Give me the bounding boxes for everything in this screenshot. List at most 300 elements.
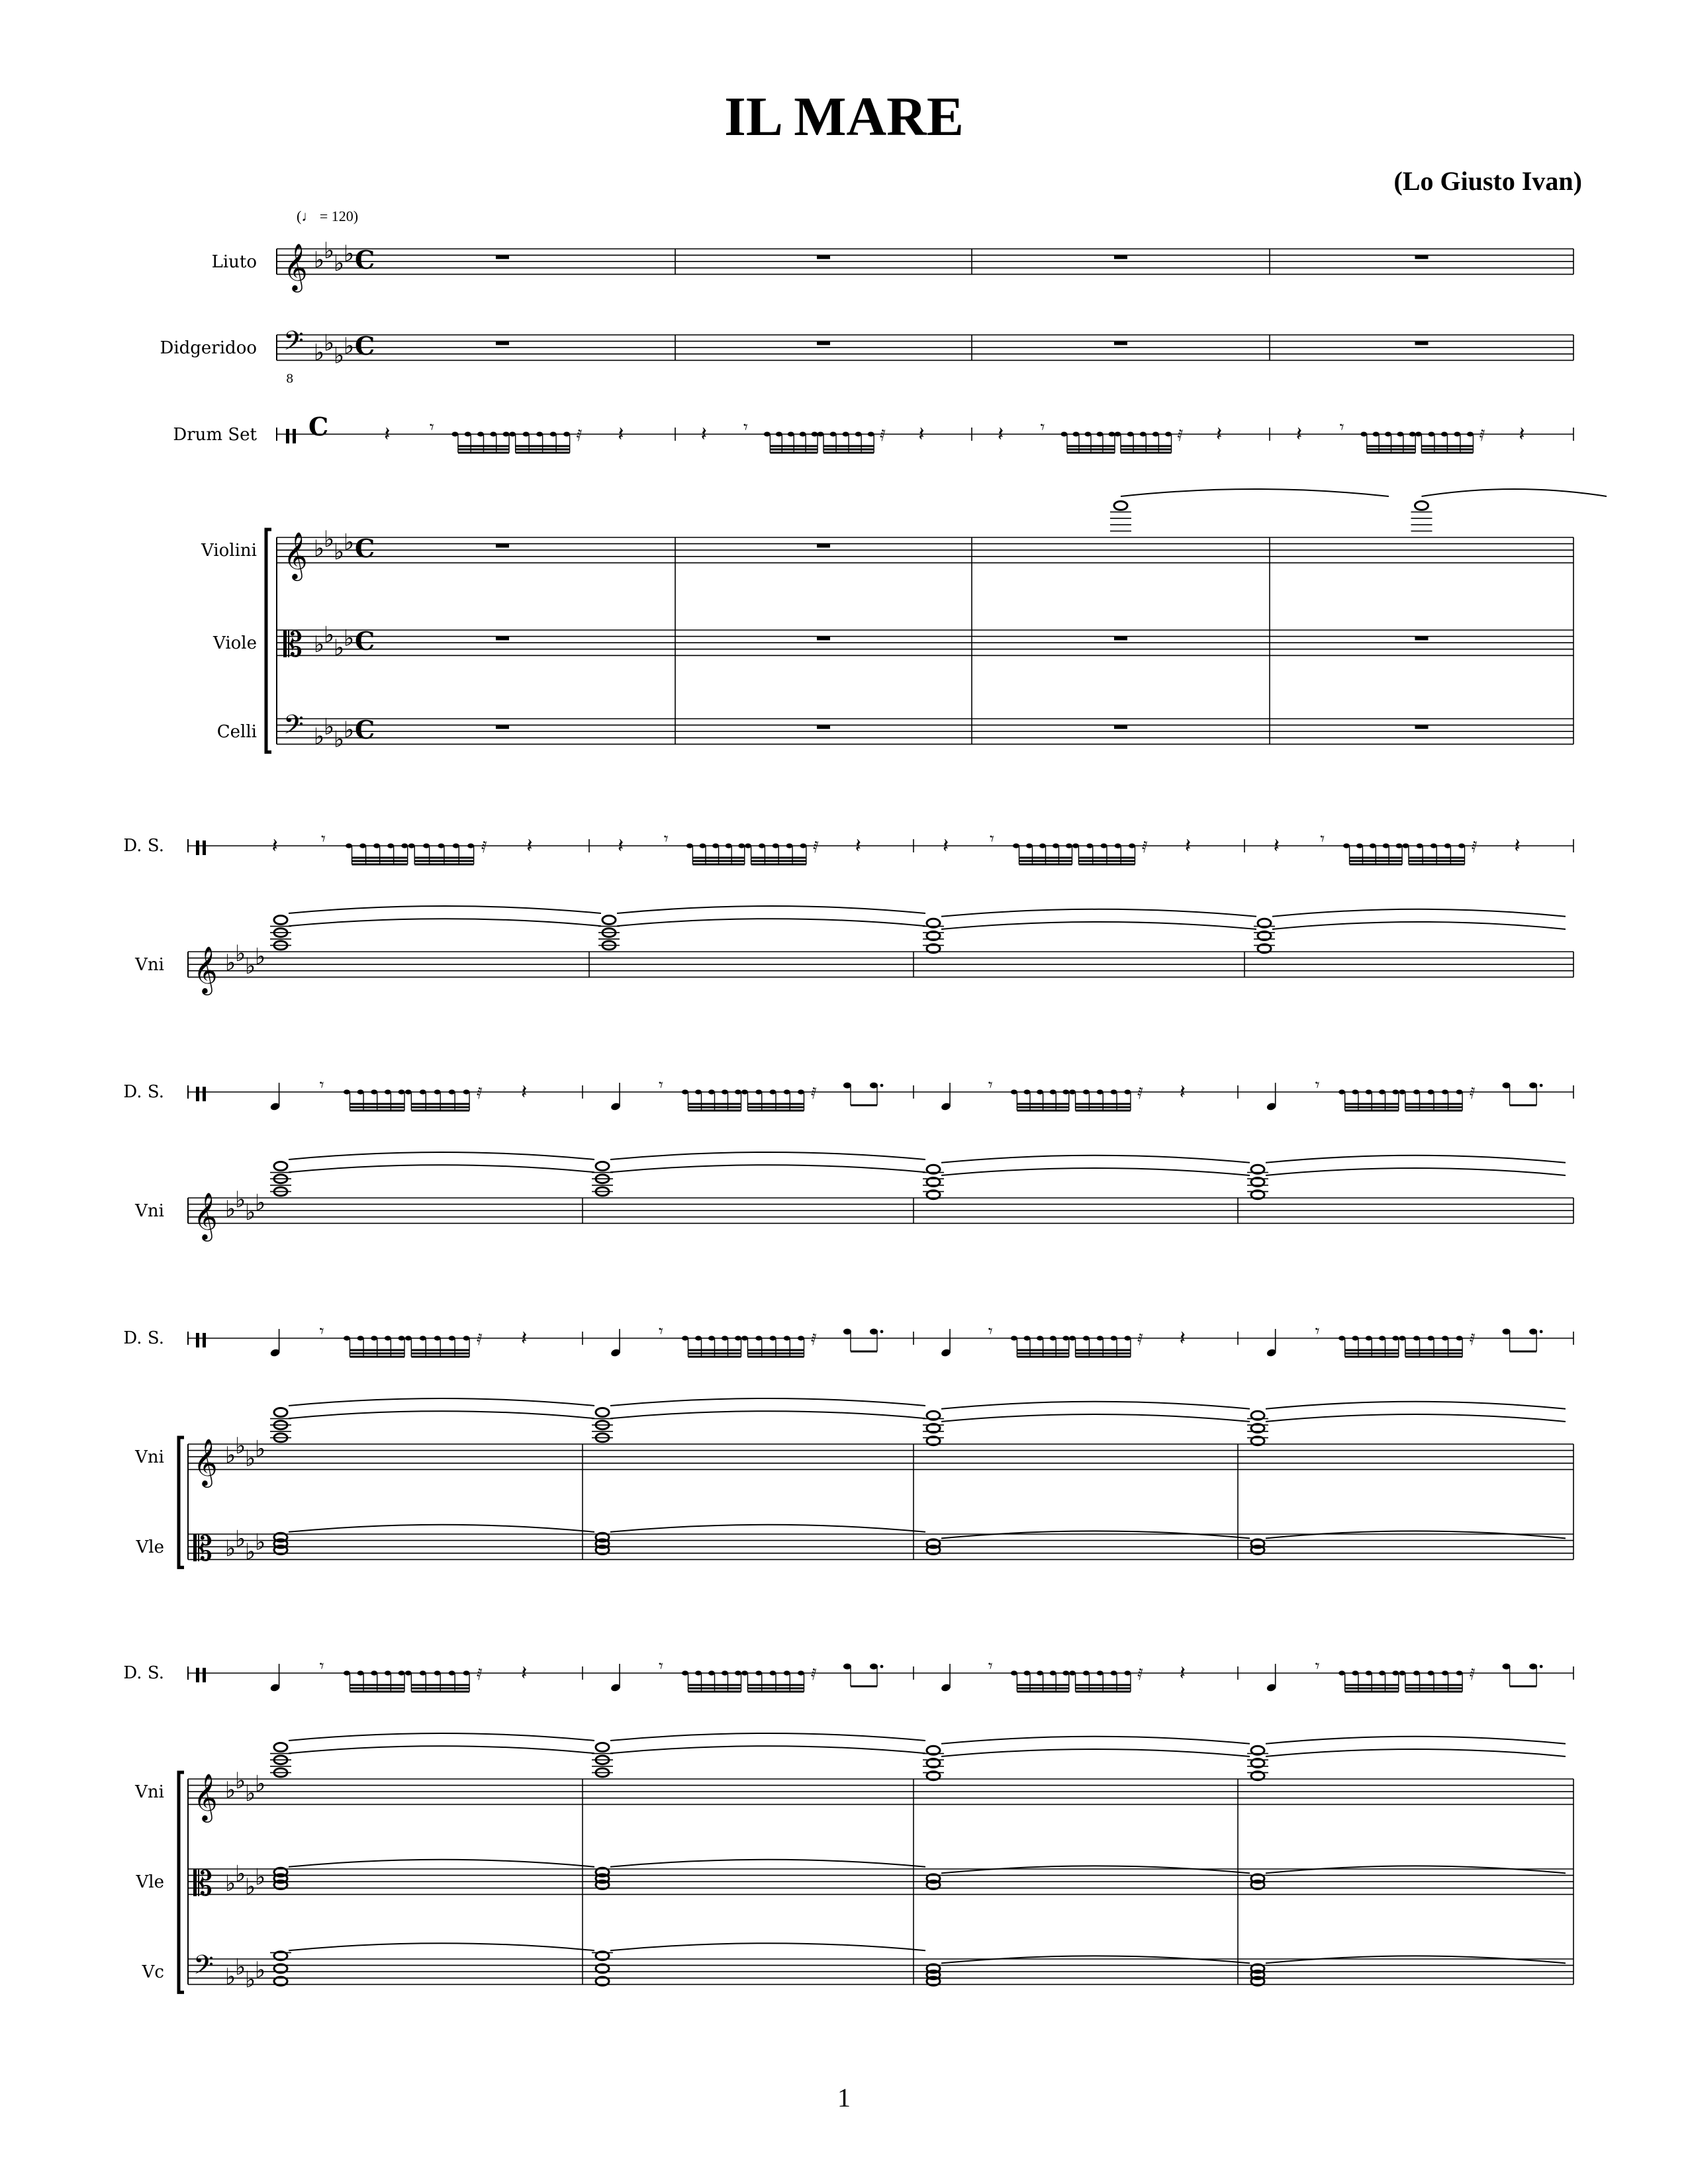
eighth-rest: 𝄾 [659, 1657, 663, 1676]
treble-clef-icon: 𝄞 [193, 1772, 218, 1821]
treble-clef-icon: 𝄞 [193, 1437, 218, 1486]
tie-curve [1422, 489, 1607, 496]
percussion-clef-icon [203, 1668, 206, 1682]
dot [1540, 1084, 1543, 1087]
tie-curve [941, 1531, 1250, 1538]
flat-sign: ♭ [255, 943, 266, 970]
tie-curve [289, 1398, 594, 1406]
quarter-rest: 𝄽 [521, 1662, 528, 1685]
snare-note [467, 843, 474, 848]
snare-note [1097, 1089, 1103, 1094]
snare-note [755, 1336, 762, 1340]
snare-note [1085, 432, 1092, 436]
tie-curve [1266, 1866, 1566, 1873]
snare-note [686, 843, 693, 848]
dot [880, 1665, 884, 1668]
snare-note [1083, 1336, 1090, 1340]
string-bracket [266, 529, 271, 752]
cymbal-note [1503, 1083, 1511, 1089]
flat-sign: ♭ [255, 1189, 266, 1216]
snare-note [798, 1670, 804, 1675]
snare-note [726, 843, 732, 848]
tie-curve [941, 1168, 1250, 1175]
snare-note [695, 1670, 702, 1675]
snare-note [1379, 1089, 1385, 1094]
snare-note [449, 1336, 455, 1340]
snare-note [399, 1089, 405, 1094]
instrument-label: Vle [136, 1537, 164, 1557]
snare-note [434, 1336, 441, 1340]
snare-note [1352, 1089, 1358, 1094]
snare-note [712, 843, 719, 848]
flat-sign: ♭ [235, 1767, 246, 1794]
treble-clef-icon: 𝄞 [283, 242, 308, 291]
octave-marker: 8 [286, 372, 294, 386]
flat-sign: ♭ [334, 250, 345, 277]
snare-note [1399, 1089, 1405, 1094]
alto-clef-icon: 𝄡 [283, 625, 303, 665]
snare-note [1458, 843, 1465, 848]
snare-note [818, 432, 824, 436]
snare-note [434, 1089, 441, 1094]
composer-credit: (Lo Giusto Ivan) [1393, 166, 1582, 196]
flat-sign: ♭ [344, 333, 355, 360]
snare-note [1073, 432, 1080, 436]
quarter-rest: 𝄽 [700, 423, 707, 446]
snare-note [1442, 1670, 1448, 1675]
tie-curve [289, 1860, 594, 1867]
eighth-rest: 𝄾 [659, 1075, 663, 1095]
thirty-second-rest: 𝅀 [1177, 426, 1184, 445]
percussion-clef-icon [203, 1087, 206, 1101]
snare-note [344, 1670, 350, 1675]
snare-note [1417, 843, 1423, 848]
snare-note [1454, 432, 1460, 436]
snare-note [1115, 843, 1121, 848]
snare-note [784, 1336, 790, 1340]
snare-note [1129, 843, 1135, 848]
tie-curve [610, 1165, 925, 1172]
eighth-rest: 𝄾 [1315, 1657, 1320, 1676]
snare-note [420, 1336, 426, 1340]
cymbal-note [870, 1083, 878, 1089]
quarter-rest: 𝄽 [1295, 423, 1303, 446]
snare-note [1409, 432, 1416, 436]
snare-note [759, 843, 765, 848]
snare-note [357, 1670, 364, 1675]
snare-note [741, 1089, 748, 1094]
flat-sign: ♭ [245, 953, 256, 979]
snare-note [773, 843, 779, 848]
snare-note [735, 1089, 741, 1094]
snare-note [1366, 1089, 1372, 1094]
snare-note [1109, 432, 1115, 436]
cymbal-note [1503, 1329, 1511, 1335]
thirty-second-rest: 𝅀 [880, 426, 886, 445]
quarter-rest: 𝄽 [526, 835, 533, 858]
quarter-rest: 𝄽 [1216, 423, 1223, 446]
whole-rest [496, 255, 509, 259]
tie-curve [289, 906, 601, 913]
snare-note [1097, 1336, 1103, 1340]
snare-note [420, 1670, 426, 1675]
snare-note [385, 1670, 391, 1675]
snare-note [1086, 843, 1093, 848]
flat-sign: ♭ [314, 631, 325, 658]
tie-curve [941, 1866, 1250, 1873]
thirty-second-rest: 𝅀 [1469, 1330, 1476, 1349]
flat-sign: ♭ [255, 1770, 266, 1797]
percussion-clef-icon [203, 841, 206, 855]
percussion-clef-icon [196, 841, 199, 855]
snare-note [536, 432, 543, 436]
snare-note [401, 843, 408, 848]
snare-note [1097, 432, 1103, 436]
bass-clef-icon: 𝄢 [193, 1950, 214, 1987]
instrument-label: Didgeridoo [160, 338, 257, 359]
quarter-rest: 𝄽 [943, 835, 949, 858]
thirty-second-rest: 𝅀 [481, 838, 487, 856]
violini-whole-note [1114, 502, 1127, 510]
instrument-label: Vni [135, 1201, 164, 1221]
tie-curve [289, 1411, 594, 1418]
snare-note [1024, 1336, 1031, 1340]
instrument-label: Liuto [211, 252, 257, 273]
snare-note [1050, 1336, 1056, 1340]
quarter-rest: 𝄽 [1273, 835, 1280, 858]
snare-note [855, 432, 862, 436]
whole-rest [1415, 637, 1429, 641]
quarter-rest: 𝄽 [618, 835, 624, 858]
cymbal-note [870, 1329, 878, 1335]
whole-rest [1114, 725, 1127, 729]
snare-note [357, 1336, 364, 1340]
tie-curve [1266, 1956, 1566, 1963]
tie-curve [610, 1860, 925, 1867]
snare-note [788, 432, 794, 436]
tie-curve [941, 1956, 1250, 1963]
snare-note [1338, 1089, 1345, 1094]
snare-note [1037, 1336, 1043, 1340]
alto-clef-icon: 𝄡 [193, 1529, 213, 1569]
quarter-rest: 𝄽 [618, 423, 624, 446]
eighth-rest: 𝄾 [988, 1657, 993, 1676]
thirty-second-rest: 𝅀 [477, 1330, 483, 1349]
snare-note [755, 1089, 762, 1094]
flat-sign: ♭ [255, 1957, 266, 1984]
tie-curve [1272, 922, 1566, 929]
snare-note [741, 1670, 748, 1675]
thirty-second-rest: 𝅀 [1137, 1665, 1143, 1684]
tie-curve [1266, 1749, 1566, 1756]
snare-note [453, 843, 459, 848]
flat-sign: ♭ [235, 1954, 246, 1981]
snare-note [1111, 1670, 1117, 1675]
whole-rest [817, 725, 830, 729]
snare-note [1011, 1089, 1017, 1094]
violini-chord-note [596, 1743, 609, 1752]
snare-note [385, 1089, 391, 1094]
snare-note [1111, 1336, 1117, 1340]
thirty-second-rest: 𝅀 [811, 1665, 817, 1684]
whole-rest [496, 637, 509, 641]
snare-note [695, 1336, 702, 1340]
flat-sign: ♭ [225, 1963, 236, 1990]
violini-chord-note [596, 1162, 609, 1171]
thirty-second-rest: 𝅀 [1137, 1330, 1143, 1349]
tie-curve [610, 1943, 925, 1950]
tie-curve [941, 1737, 1250, 1744]
snare-note [1011, 1336, 1017, 1340]
snare-note [1397, 432, 1403, 436]
whole-rest [817, 544, 830, 548]
common-time-sign: C [308, 412, 329, 441]
tie-curve [289, 1525, 594, 1532]
snare-note [1392, 1336, 1399, 1340]
thirty-second-rest: 𝅀 [576, 426, 583, 445]
flat-sign: ♭ [225, 1196, 236, 1223]
snare-note [1379, 1336, 1385, 1340]
percussion-clef-icon [203, 1333, 206, 1347]
instrument-label: D. S. [123, 1328, 164, 1348]
instrument-label: Vle [136, 1872, 164, 1892]
common-time-sign: C [355, 245, 375, 275]
flat-sign: ♭ [324, 621, 335, 649]
instrument-label: Vni [135, 1447, 164, 1467]
snare-note [1428, 432, 1434, 436]
flat-sign: ♭ [324, 525, 335, 553]
cymbal-note [1529, 1664, 1537, 1670]
snare-note [1413, 1670, 1420, 1675]
percussion-clef-icon [196, 1087, 199, 1101]
snare-note [1444, 843, 1451, 848]
flat-sign: ♭ [314, 723, 325, 750]
snare-note [1366, 1670, 1372, 1675]
snare-note [1392, 1089, 1399, 1094]
cymbal-note [1529, 1083, 1537, 1089]
flat-sign: ♭ [314, 247, 325, 274]
snare-note [1037, 1670, 1043, 1675]
snare-note [399, 1336, 405, 1340]
quarter-rest: 𝄽 [1179, 1662, 1186, 1685]
violini-chord-note [274, 1743, 287, 1752]
snare-note [449, 1670, 455, 1675]
flat-sign: ♭ [324, 237, 335, 264]
snare-note [1373, 432, 1380, 436]
snare-note [1061, 432, 1068, 436]
thirty-second-rest: 𝅀 [1479, 426, 1485, 445]
bass-clef-icon: 𝄢 [283, 326, 304, 363]
eighth-rest: 𝄾 [663, 829, 669, 849]
tie-curve [941, 1414, 1250, 1422]
tie-curve [1266, 1414, 1566, 1422]
instrument-label: Celli [216, 722, 257, 743]
eighth-rest: 𝄾 [1315, 1075, 1320, 1095]
snare-note [1343, 843, 1350, 848]
snare-note [776, 432, 782, 436]
snare-note [745, 843, 751, 848]
common-time-sign: C [355, 331, 375, 361]
cymbal-note [843, 1664, 851, 1670]
snare-note [682, 1670, 688, 1675]
flat-sign: ♭ [314, 535, 325, 563]
instrument-label: Viole [213, 633, 257, 654]
eighth-rest: 𝄾 [990, 829, 994, 849]
snare-note [463, 1670, 470, 1675]
flat-sign: ♭ [235, 1186, 246, 1213]
snare-note [722, 1089, 728, 1094]
flat-sign: ♭ [255, 1435, 266, 1463]
tie-curve [1266, 1531, 1566, 1538]
snare-note [346, 843, 352, 848]
whole-rest [817, 637, 830, 641]
snare-note [830, 432, 837, 436]
flat-sign: ♭ [344, 240, 355, 267]
snare-note [1413, 1336, 1420, 1340]
quarter-rest: 𝄽 [1185, 835, 1192, 858]
snare-note [387, 843, 394, 848]
eighth-rest: 𝄾 [429, 418, 434, 437]
alto-clef-icon: 𝄡 [193, 1864, 213, 1904]
snare-note [1430, 843, 1437, 848]
treble-clef-icon: 𝄞 [193, 945, 218, 993]
snare-note [438, 843, 444, 848]
snare-note [722, 1336, 728, 1340]
quarter-rest: 𝄽 [1179, 1081, 1186, 1104]
snare-note [1124, 1336, 1131, 1340]
quarter-rest: 𝄽 [521, 1081, 528, 1104]
snare-note [509, 432, 516, 436]
snare-note [1413, 1089, 1420, 1094]
tie-curve [610, 1733, 925, 1741]
snare-note [770, 1336, 776, 1340]
eighth-rest: 𝄾 [1315, 1322, 1320, 1342]
thirty-second-rest: 𝅀 [811, 1330, 817, 1349]
snare-note [1053, 843, 1059, 848]
snare-note [1456, 1089, 1463, 1094]
common-time-sign: C [355, 715, 375, 745]
flat-sign: ♭ [334, 342, 345, 369]
eighth-rest: 𝄾 [659, 1322, 663, 1342]
tie-curve [289, 1733, 594, 1741]
snare-note [1069, 1336, 1076, 1340]
snare-note [477, 432, 484, 436]
snare-note [1370, 843, 1376, 848]
snare-note [1338, 1670, 1345, 1675]
snare-note [1385, 432, 1391, 436]
whole-rest [817, 341, 830, 345]
snare-note [1037, 1089, 1043, 1094]
tie-curve [289, 1165, 594, 1172]
eighth-rest: 𝄾 [988, 1322, 993, 1342]
snare-note [1383, 843, 1389, 848]
thirty-second-rest: 𝅀 [477, 1084, 483, 1103]
dot [1540, 1330, 1543, 1334]
flat-sign: ♭ [245, 1199, 256, 1226]
whole-rest [1415, 341, 1429, 345]
flat-sign: ♭ [245, 1780, 256, 1807]
eighth-rest: 𝄾 [1320, 829, 1325, 849]
whole-rest [1114, 341, 1127, 345]
tie-curve [1272, 909, 1566, 917]
treble-clef-icon: 𝄞 [193, 1191, 218, 1240]
snare-note [1428, 1336, 1434, 1340]
snare-note [1011, 1670, 1017, 1675]
common-time-sign: C [355, 626, 375, 656]
flat-sign: ♭ [245, 1445, 256, 1472]
snare-note [563, 432, 570, 436]
snare-note [1352, 1670, 1358, 1675]
dot [1540, 1665, 1543, 1668]
flat-sign: ♭ [235, 1525, 246, 1553]
flat-sign: ♭ [235, 1432, 246, 1459]
tie-curve [289, 1746, 594, 1753]
snare-note [399, 1670, 405, 1675]
flat-sign: ♭ [344, 529, 355, 556]
flat-sign: ♭ [245, 1966, 256, 1993]
snare-note [708, 1336, 715, 1340]
violini-chord-note [274, 1162, 287, 1171]
snare-note [708, 1089, 715, 1094]
snare-note [741, 1336, 748, 1340]
whole-rest [817, 255, 830, 259]
snare-note [1062, 1089, 1069, 1094]
snare-note [1399, 1670, 1405, 1675]
snare-note [1396, 843, 1403, 848]
flat-sign: ♭ [334, 634, 345, 661]
flat-sign: ♭ [334, 539, 345, 565]
instrument-label: D. S. [123, 1082, 164, 1102]
instrument-label: Vni [135, 1782, 164, 1802]
snare-note [1338, 1336, 1345, 1340]
snare-note [868, 432, 874, 436]
quarter-rest: 𝄽 [521, 1327, 528, 1350]
snare-note [1013, 843, 1019, 848]
eighth-rest: 𝄾 [1339, 418, 1344, 437]
snare-note [682, 1336, 688, 1340]
snare-note [503, 432, 510, 436]
quarter-rest: 𝄽 [998, 423, 1004, 446]
snare-note [357, 1089, 364, 1094]
snare-note [770, 1089, 776, 1094]
snare-note [1379, 1670, 1385, 1675]
cymbal-note [870, 1664, 878, 1670]
treble-clef-icon: 𝄞 [283, 531, 308, 579]
quarter-rest: 𝄽 [271, 835, 278, 858]
violini-chord-note [274, 916, 287, 925]
flat-sign: ♭ [334, 726, 345, 753]
eighth-rest: 𝄾 [988, 1075, 993, 1095]
snare-note [371, 1670, 377, 1675]
snare-note [1399, 1336, 1405, 1340]
snare-note [1352, 1336, 1358, 1340]
snare-note [1072, 843, 1079, 848]
snare-note [764, 432, 771, 436]
percussion-clef-icon [293, 429, 296, 443]
snare-note [359, 843, 366, 848]
snare-note [371, 1336, 377, 1340]
eighth-rest: 𝄾 [1040, 418, 1045, 437]
tie-curve [941, 922, 1256, 929]
whole-rest [496, 725, 509, 729]
snare-note [408, 843, 415, 848]
tie-curve [1121, 489, 1389, 496]
snare-note [1039, 843, 1046, 848]
tie-curve [610, 1525, 925, 1532]
flat-sign: ♭ [344, 625, 355, 652]
cymbal-note [843, 1329, 851, 1335]
instrument-label: D. S. [123, 836, 164, 856]
